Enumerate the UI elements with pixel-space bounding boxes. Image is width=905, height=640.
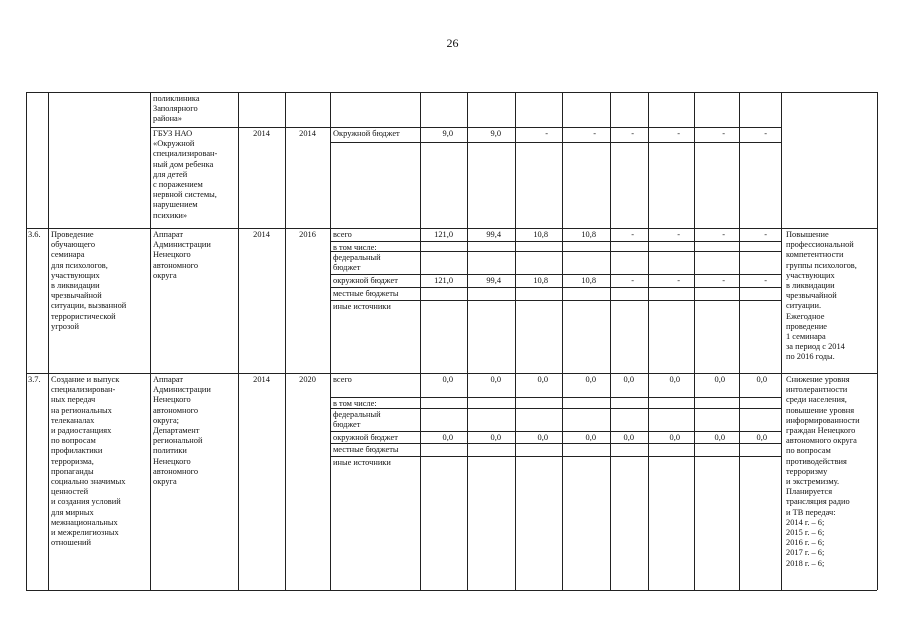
funding-value: - — [677, 129, 680, 138]
start-year: 2014 — [253, 230, 270, 239]
funding-value: 121,0 — [434, 276, 453, 285]
column-line — [515, 92, 516, 590]
funding-value: 10,8 — [581, 230, 596, 239]
funding-source: местные бюджеты — [333, 445, 399, 454]
funding-source: иные источники — [333, 302, 391, 311]
column-line — [562, 92, 563, 590]
activity-name: Проведение обучающего семинара для психологов, участвующих в ликвидации чрезвычайной ситуации, вызванной террористической угрозой — [51, 230, 127, 331]
funding-value: 0,0 — [537, 433, 548, 442]
funding-source: иные источники — [333, 458, 391, 467]
end-year: 2020 — [299, 375, 316, 384]
executor: ГБУЗ НАО «Окружной специализирован- ный дом ребенка для детей с поражением нервной системы, нарушением психики» — [153, 129, 218, 220]
column-line — [877, 92, 878, 590]
funding-value: - — [722, 276, 725, 285]
sub-row-line — [330, 456, 781, 457]
row-line — [150, 127, 781, 128]
funding-source: окружной бюджет — [333, 433, 398, 442]
funding-source: в том числе: — [333, 243, 377, 252]
funding-source: Окружной бюджет — [333, 129, 400, 138]
funding-value: 0,0 — [623, 433, 634, 442]
funding-value: - — [722, 230, 725, 239]
sub-row-line — [330, 397, 781, 398]
funding-value: 0,0 — [714, 433, 725, 442]
executor: Аппарат Администрации Ненецкого автономного округа; Департамент региональной политики Ненецкого автономного округа — [153, 375, 211, 487]
funding-source: всего — [333, 375, 352, 384]
column-line — [467, 92, 468, 590]
sub-row-line — [330, 142, 781, 143]
funding-source: местные бюджеты — [333, 289, 399, 298]
funding-value: 9,0 — [490, 129, 501, 138]
column-line — [739, 92, 740, 590]
row-line — [26, 373, 877, 374]
start-year: 2014 — [253, 375, 270, 384]
funding-value: 121,0 — [434, 230, 453, 239]
funding-value: 99,4 — [486, 230, 501, 239]
end-year: 2016 — [299, 230, 316, 239]
funding-value: - — [722, 129, 725, 138]
sub-row-line — [330, 287, 781, 288]
funding-value: 0,0 — [669, 375, 680, 384]
funding-value: 0,0 — [585, 433, 596, 442]
funding-value: 0,0 — [537, 375, 548, 384]
column-line — [48, 92, 49, 590]
funding-value: - — [764, 276, 767, 285]
end-year: 2014 — [299, 129, 316, 138]
activity-name: Создание и выпуск специализирован- ных передач на региональных телеканалах и радиостанциях по вопросам профилактики терроризма, пропаганды социально значимых ценностей и создания условий для мирных межнациональных и межрелигиозных отношений — [51, 375, 126, 548]
funding-value: 0,0 — [442, 375, 453, 384]
column-line — [694, 92, 695, 590]
funding-value: 10,8 — [581, 276, 596, 285]
funding-value: 0,0 — [490, 433, 501, 442]
start-year: 2014 — [253, 129, 270, 138]
page-number: 26 — [446, 36, 459, 50]
funding-value: - — [631, 129, 634, 138]
row-line — [26, 92, 877, 93]
funding-value: 0,0 — [623, 375, 634, 384]
funding-value: - — [764, 230, 767, 239]
expected-result: Снижение уровня интолерантности среди населения, повышение уровня информированности граждан Ненецкого автономного округа по вопросам противодействия терроризму и экстремизму. Планируется трансляция радио и ТВ передач: 2014 г. – 6; 2015 г. – 6; 2016 г. – 6; 2017 г. – 6; 2018 г. – 6; — [786, 375, 860, 568]
column-line — [648, 92, 649, 590]
sub-row-line — [330, 300, 781, 301]
sub-row-line — [330, 241, 781, 242]
column-line — [420, 92, 421, 590]
funding-value: - — [545, 129, 548, 138]
funding-value: 0,0 — [756, 375, 767, 384]
row-line — [26, 590, 877, 591]
funding-value: - — [593, 129, 596, 138]
funding-value: 99,4 — [486, 276, 501, 285]
sub-row-line — [330, 431, 781, 432]
funding-source: федеральный бюджет — [333, 410, 381, 430]
column-line — [150, 92, 151, 590]
funding-value: 0,0 — [585, 375, 596, 384]
funding-source: федеральный бюджет — [333, 253, 381, 273]
funding-value: - — [631, 230, 634, 239]
funding-value: - — [677, 276, 680, 285]
funding-value: - — [631, 276, 634, 285]
executor: Аппарат Администрации Ненецкого автономного округа — [153, 230, 211, 280]
executor: поликлиника Заполярного района» — [153, 94, 200, 124]
funding-value: 0,0 — [490, 375, 501, 384]
funding-value: 9,0 — [442, 129, 453, 138]
funding-source: окружной бюджет — [333, 276, 398, 285]
column-line — [285, 92, 286, 590]
funding-value: - — [677, 230, 680, 239]
column-line — [238, 92, 239, 590]
funding-source: в том числе: — [333, 399, 377, 408]
funding-value: 10,8 — [533, 276, 548, 285]
funding-value: 0,0 — [669, 433, 680, 442]
row-line — [26, 228, 877, 229]
funding-value: 0,0 — [714, 375, 725, 384]
funding-value: 0,0 — [442, 433, 453, 442]
funding-value: 10,8 — [533, 230, 548, 239]
sub-row-line — [330, 274, 781, 275]
column-line — [26, 92, 27, 590]
funding-source: всего — [333, 230, 352, 239]
funding-value: - — [764, 129, 767, 138]
column-line — [330, 92, 331, 590]
expected-result: Повышение профессиональной компетентности группы психологов, участвующих в ликвидации чрезвычайной ситуации. Ежегодное проведение 1 семинара за период с 2014 по 2016 годы. — [786, 230, 857, 362]
item-number: 3.6. — [28, 230, 41, 239]
column-line — [781, 92, 782, 590]
item-number: 3.7. — [28, 375, 41, 384]
column-line — [610, 92, 611, 590]
funding-value: 0,0 — [756, 433, 767, 442]
